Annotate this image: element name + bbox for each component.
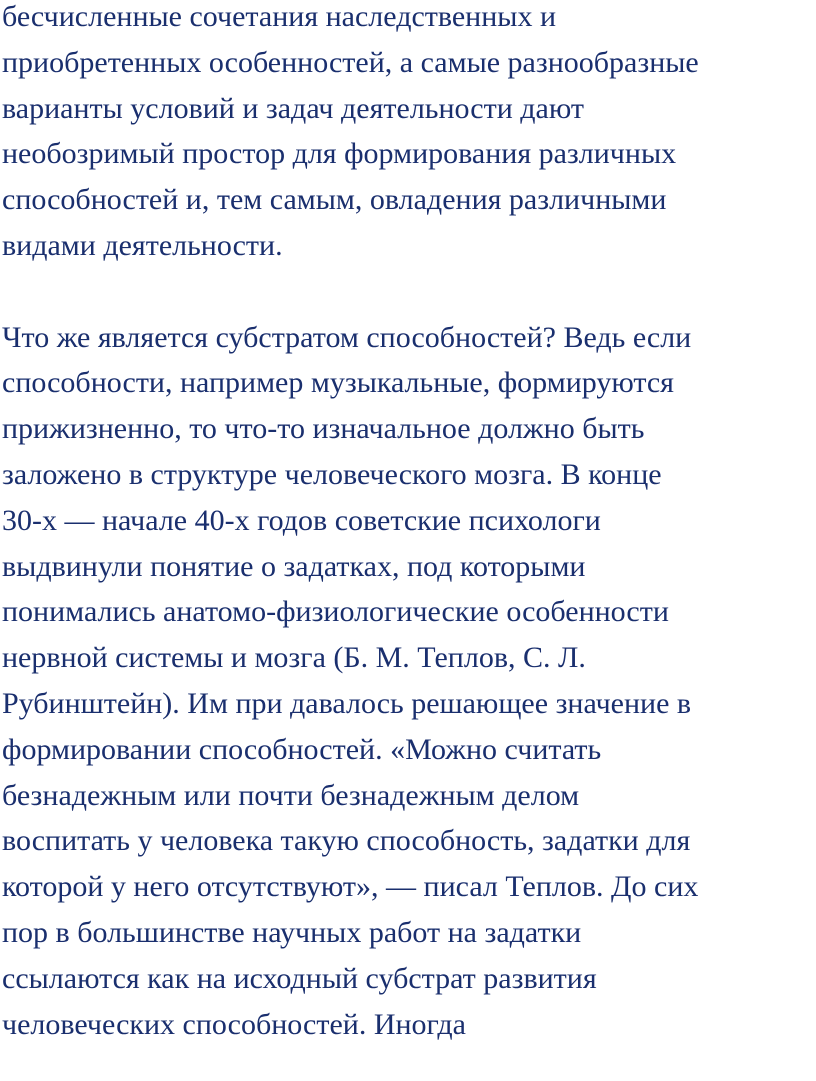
text-line: способности, например музыкальные, формируются — [2, 366, 674, 400]
text-line: понимались анатомо-физиологические особенности — [2, 595, 669, 629]
text-line: нервной системы и мозга (Б. М. Теплов, С. Л. — [2, 641, 586, 675]
text-line: Рубинштейн). Им при давалось решающее значение в — [2, 686, 692, 720]
text-line: человеческих способностей. Иногда — [2, 1007, 466, 1041]
text-line: воспитать у человека такую способность, задатки для — [2, 824, 691, 858]
paragraph-1 — [2, 0, 816, 269]
text-line: Что же является субстратом способностей? Ведь если — [2, 320, 692, 354]
text-line: прижизненно, то что-то изначальное должно быть — [2, 412, 645, 446]
text-line: формировании способностей. «Можно считать — [2, 732, 602, 766]
text-line: варианты условий и задач деятельности дают — [2, 91, 584, 125]
text-line: способностей и, тем самым, овладения различными — [2, 183, 667, 217]
text-line: бесчисленные сочетания наследственных и — [2, 0, 557, 33]
text-line: приобретенных особенностей, а самые разнообразные — [2, 45, 699, 79]
text-line: ссылаются как на исходный субстрат развития — [2, 961, 597, 995]
paragraph-2 — [2, 315, 816, 1048]
text-line: заложено в структуре человеческого мозга. В конце — [2, 457, 662, 491]
text-line: видами деятельности. — [2, 228, 283, 262]
paragraph-spacer — [2, 269, 816, 315]
text-line: пор в большинстве научных работ на задатки — [2, 915, 582, 949]
text-line: безнадежным или почти безнадежным делом — [2, 778, 580, 812]
text-line: которой у него отсутствуют», — писал Теплов. До сих — [2, 870, 699, 904]
text-line: выдвинули понятие о задатках, под которыми — [2, 549, 586, 583]
text-line: необозримый простор для формирования различных — [2, 137, 677, 171]
text-line: 30-х — начале 40-х годов советские психологи — [2, 503, 601, 537]
